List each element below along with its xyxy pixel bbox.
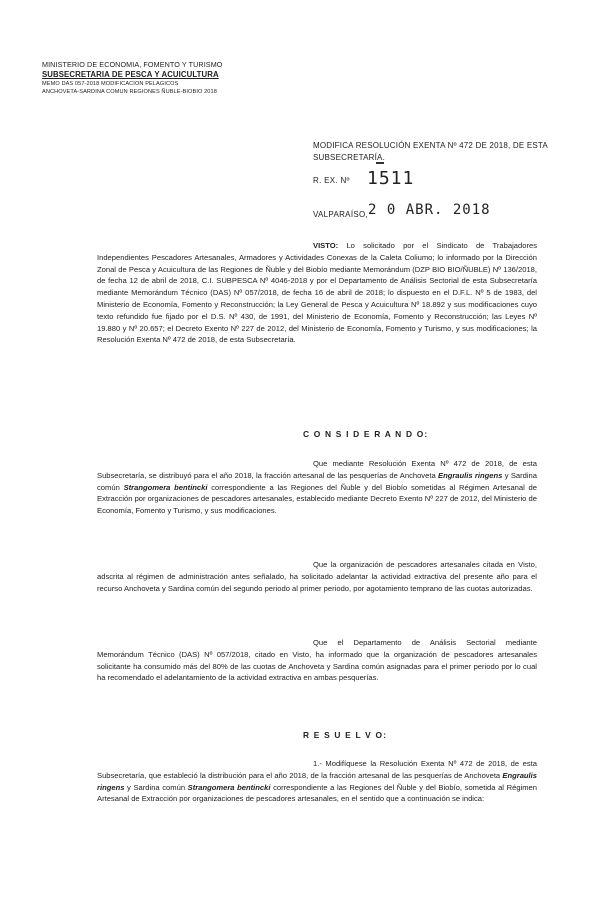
species-name: Engraulis ringens xyxy=(438,470,503,480)
handwritten-dash xyxy=(376,162,384,164)
visto-paragraph xyxy=(97,240,537,346)
place-label: VALPARAÍSO, xyxy=(313,210,369,219)
species-name: Engraulis ringens xyxy=(97,770,537,792)
visto-label: VISTO: xyxy=(313,241,339,250)
resuelvo-paragraph-1: 1.- Modifíquese la Resolución Exenta Nº 472 de 2018, de esta Subsecretaría, que estableció la distribución para el año 2018, de la fracción artesanal de las pesquerías de Anchoveta Engraulis ringens y Sardina común Strangomera bentincki correspondiente a las Regiones del Ñuble y del Biobío, sometida al Régimen Artesanal de Extracción por organizaciones de pescadores artesanales, en el sentido que a continuación se indica: xyxy=(97,759,537,804)
letterhead xyxy=(42,60,312,96)
reference-line-1: MEMO DAS 057-2018 MODIFICACION PELAGICOS xyxy=(42,81,179,87)
ministry-name: MINISTERIO DE ECONOMIA, FOMENTO Y TURISMO xyxy=(42,60,223,69)
considerando-heading: C O N S I D E R A N D O: xyxy=(303,429,429,439)
reference-line-2: ANCHOVETA-SARDINA COMUN REGIONES ÑUBLE-BIOBIO 2018 xyxy=(42,89,217,95)
species-name: Strangomera bentincki xyxy=(187,782,271,792)
species-name: Strangomera bentincki xyxy=(123,482,208,492)
considerando-paragraph-3: Que el Departamento de Análisis Sectorial mediante Memorándum Técnico (DAS) Nº 057/2018, citado en Visto, ha informado que la organización de pescadores artesanales solicitante ha consumido más del 80% de las cuotas de Anchoveta y Sardina común asignadas para el primer periodo por lo cual ha recomendado el adelantamiento de la actividad extractiva en ambas pesquerías. xyxy=(97,638,537,683)
subsecretaria-name: SUBSECRETARIA DE PESCA Y ACUICULTURA xyxy=(42,70,219,79)
document-title: MODIFICA RESOLUCIÓN EXENTA Nº 472 DE 2018, DE ESTA SUBSECRETARÍA. xyxy=(313,141,548,162)
stamped-date: 2 0 ABR. 2018 xyxy=(368,202,491,218)
visto-text: Lo solicitado por el Sindicato de Trabajadores Independientes Pescadores Artesanales, Armadores y Actividades Conexas de la Caleta Coliumo; lo informado por la Dirección Zonal de Pesca y Acuicultura de las Regiones de Ñuble y del Biobío mediante Memorándum (DZP BIO BIO/ÑUBLE) Nº 136/2018, de fecha 12 de abril de 2018, C.I. SUBPESCA Nº 4046-2018 y por el Departamento de Análisis Sectorial de esta Subsecretaría mediante Memorándum Técnico (DAS) Nº 057/2018, de fecha 16 de abril de 2018; lo dispuesto en el D.F.L. Nº 5 de 1983, del Ministerio de Economía, Fomento y Reconstrucción; la Ley General de Pesca y Acuicultura Nº 18.892 y sus modificaciones cuyo texto refundido fue fijado por el D.S. Nº 430, de 1991, del Ministerio de Economía, Fomento y Reconstrucción; las Leyes Nº 19.880 y Nº 20.657; el Decreto Exento Nº 227 de 2012, del Ministerio de Economía, Fomento y Turismo, y sus modificaciones; la Resolución Exenta Nº 472 de 2018, de esta Subsecretaría. xyxy=(97,241,537,345)
resolution-number: 1511 xyxy=(367,168,415,189)
considerando-paragraph-1: Que mediante Resolución Exenta Nº 472 de 2018, de esta Subsecretaría, se distribuyó para el año 2018, la fracción artesanal de las pesquerías de Anchoveta Engraulis ringens y Sardina común Strangomera bentincki correspondiente a las Regiones del Ñuble y del Biobío sometidas al Régimen Artesanal de Extracción por organizaciones de pescadores artesanales, establecido mediante Decreto Exento Nº 227 de 2012, del Ministerio de Economía, Fomento y Turismo, y sus modificaciones. xyxy=(97,459,538,516)
resolution-label: R. EX. Nº xyxy=(313,176,350,185)
resuelvo-heading: R E S U E L V O: xyxy=(303,730,388,740)
considerando-paragraph-2: Que la organización de pescadores artesanales citada en Visto, adscrita al régimen de administración antes señalado, ha solicitado adelantar la actividad extractiva del presente año para el recurso Anchoveta y Sardina común del segundo periodo al primer periodo, por agotamiento temprano de las cuotas autorizadas. xyxy=(97,560,537,593)
